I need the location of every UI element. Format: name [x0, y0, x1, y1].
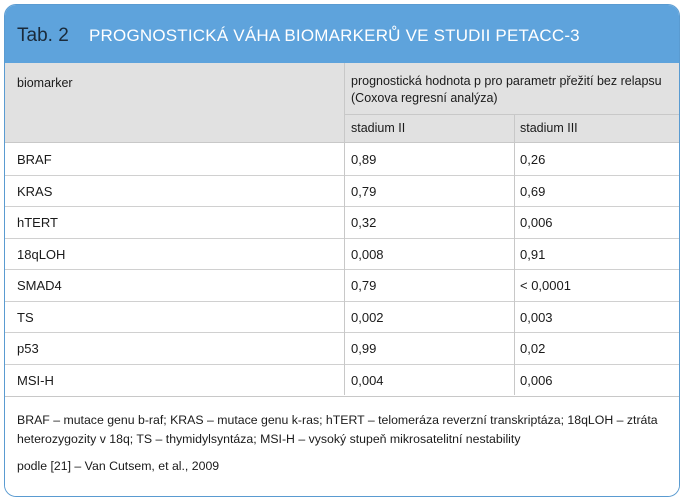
column-divider: [514, 115, 515, 395]
cell-stage-3: < 0,0001: [520, 278, 571, 293]
cell-biomarker: SMAD4: [17, 278, 62, 293]
cell-biomarker: MSI-H: [17, 372, 54, 388]
cell-stage-3: 0,69: [520, 183, 546, 199]
table-header: [5, 63, 679, 143]
cell-stage-2: 0,79: [351, 278, 377, 293]
cell-biomarker: 18qLOH: [17, 246, 66, 262]
header-stage-3: stadium III: [520, 121, 578, 135]
cell-stage-3: 0,02: [520, 341, 546, 356]
table-row: [5, 207, 679, 239]
table-row: [5, 270, 679, 302]
cell-biomarker: KRAS: [17, 183, 53, 199]
table-frame: [4, 4, 680, 497]
cell-stage-3: 0,006: [520, 215, 553, 230]
table-label: Tab. 2: [17, 25, 69, 46]
cell-stage-2: 0,99: [351, 341, 377, 356]
cell-biomarker: p53: [17, 341, 39, 356]
table-row: [5, 302, 679, 334]
cell-stage-2: 0,004: [351, 372, 384, 388]
cell-biomarker: hTERT: [17, 215, 58, 230]
column-divider: [344, 63, 345, 395]
cell-stage-3: 0,006: [520, 372, 553, 388]
cell-stage-2: 0,32: [351, 215, 377, 230]
cell-stage-3: 0,003: [520, 309, 553, 325]
cell-stage-2: 0,79: [351, 183, 377, 199]
table-title: PROGNOSTICKÁ VÁHA BIOMARKERŮ VE STUDII PETACC-3: [89, 26, 580, 45]
header-prognostic-value: prognostická hodnota p pro parametr přežití bez relapsu (Coxova regresní analýza): [351, 74, 662, 105]
table-row: [5, 176, 679, 208]
header-stage-2: stadium II: [351, 121, 406, 135]
cell-stage-2: 0,89: [351, 152, 377, 167]
table-footer: [5, 396, 679, 497]
cell-biomarker: BRAF: [17, 152, 52, 167]
header-biomarker: biomarker: [17, 76, 73, 90]
cell-stage-3: 0,26: [520, 152, 546, 167]
header-divider: [344, 114, 680, 115]
table-row: [5, 365, 679, 397]
table-row: [5, 239, 679, 271]
cell-stage-3: 0,91: [520, 246, 546, 262]
cell-stage-2: 0,008: [351, 246, 384, 262]
title-bar: [5, 5, 679, 63]
source-citation: podle [21] – Van Cutsem, et al., 2009: [17, 459, 220, 473]
table-row: [5, 144, 679, 176]
cell-biomarker: TS: [17, 309, 34, 325]
cell-stage-2: 0,002: [351, 309, 384, 325]
table-row: [5, 333, 679, 365]
footnote: BRAF – mutace genu b-raf; KRAS – mutace genu k-ras; hTERT – telomeráza reverzní transkriptáza; 18qLOH – ztráta heterozygozity v 18q; TS – thymidylsyntáza; MSI-H – vysoký stupeň mikrosatelitní nestability: [17, 413, 658, 446]
